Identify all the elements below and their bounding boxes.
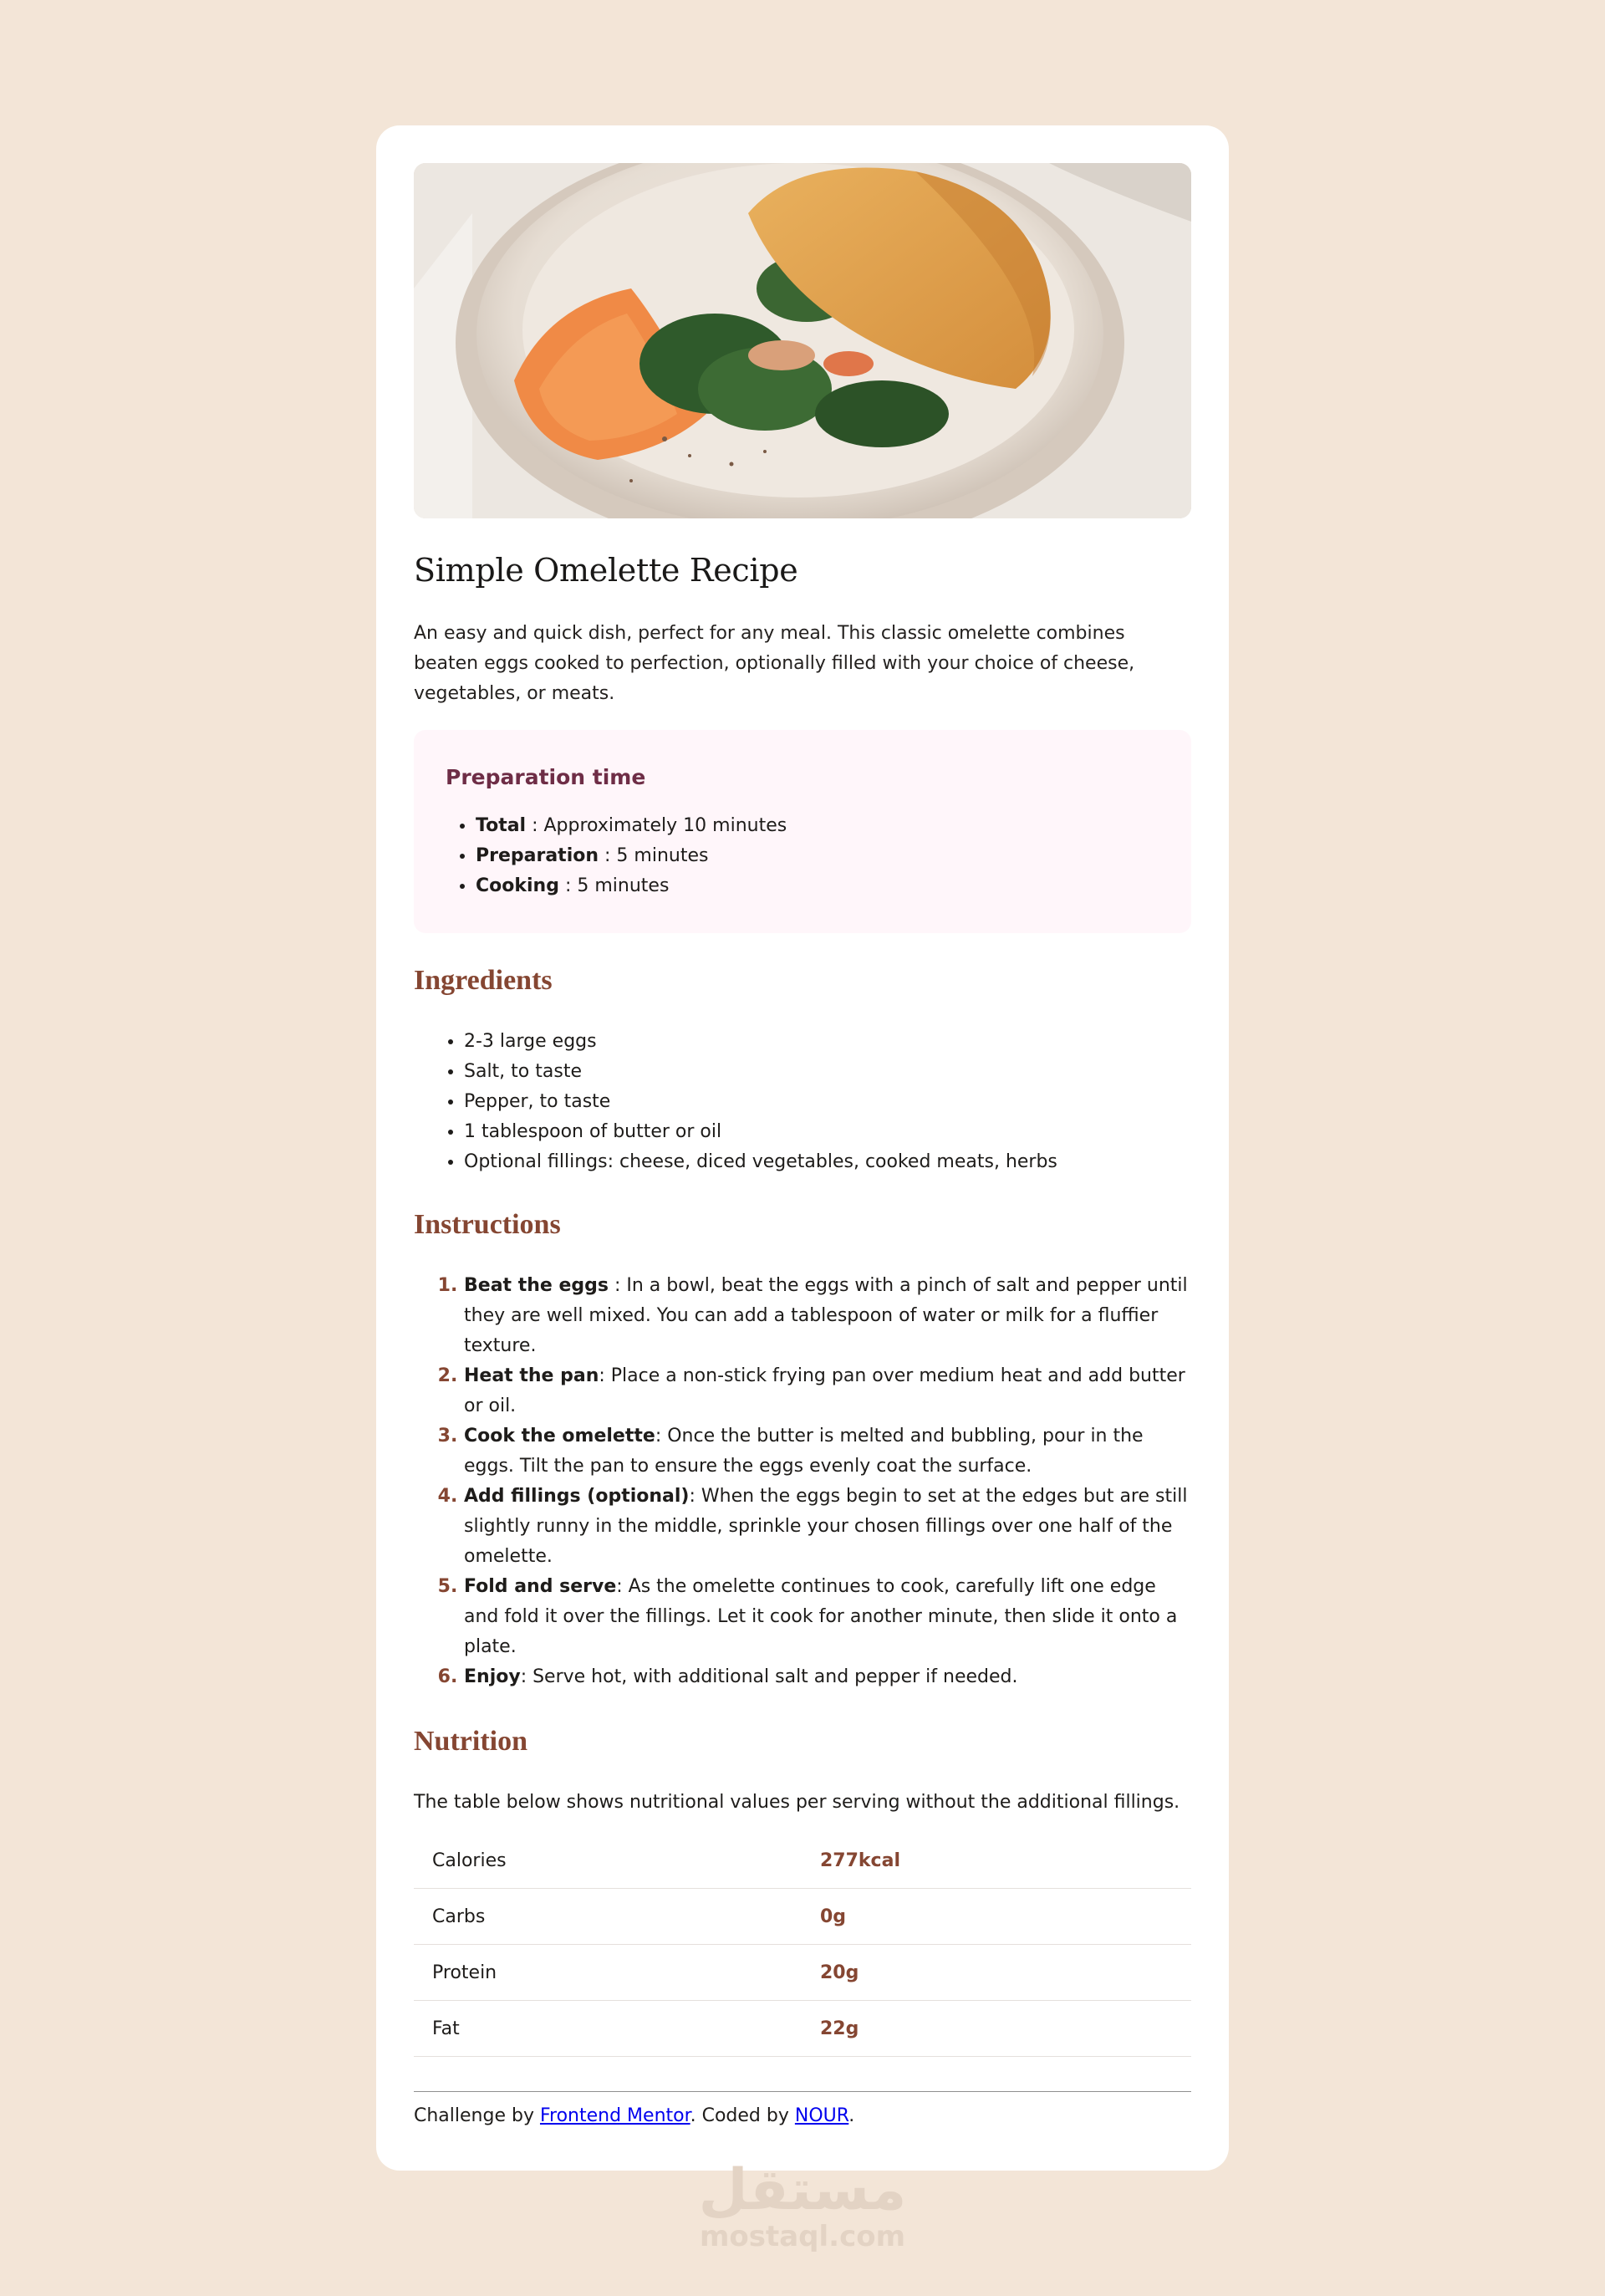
footer-middle: . Coded by	[690, 2105, 795, 2126]
ingredients-list	[414, 1027, 1191, 1177]
prep-label: Total	[476, 815, 527, 836]
step-label: Fold and serve	[464, 1576, 617, 1597]
nutrient-value: 277kcal	[802, 1833, 1191, 1889]
author-link[interactable]: NOUR	[794, 2105, 849, 2126]
step-text: : Serve hot, with additional salt and pepper if needed.	[520, 1666, 1018, 1687]
step-label: Add fillings (optional)	[464, 1486, 690, 1507]
step-text: : As the omelette continues to cook, carefully lift one edge and fold it over the fillings. Let it cook for another minute, then slide it onto a plate.	[464, 1576, 1178, 1657]
prep-value: : 5 minutes	[599, 845, 709, 866]
nutrient-name: Carbs	[414, 1889, 802, 1945]
prep-label: Preparation	[476, 845, 599, 866]
list-item	[464, 1271, 1191, 1361]
nutrition-intro: The table below shows nutritional values per serving without the additional fillings.	[414, 1792, 1180, 1813]
prep-label: Cooking	[476, 875, 559, 896]
list-item: • 2-3 large eggs	[464, 1027, 1191, 1057]
prep-value: : Approximately 10 minutes	[526, 815, 787, 836]
nutrient-value: 22g	[802, 2001, 1191, 2057]
table-row	[414, 1833, 1191, 1889]
list-item	[476, 811, 1159, 841]
footer-suffix: .	[848, 2105, 855, 2126]
step-text: : When the eggs begin to set at the edges but are still slightly runny in the middle, sprinkle your chosen fillings over one half of the omelette.	[464, 1486, 1188, 1567]
step-label: Cook the omelette	[464, 1426, 655, 1446]
nutrient-value: 0g	[802, 1889, 1191, 1945]
table-row	[414, 2001, 1191, 2057]
step-text: : Place a non-stick frying pan over medium heat and add butter or oil.	[464, 1365, 1185, 1416]
preparation-list	[446, 811, 1159, 901]
ingredients-heading: Ingredients	[414, 965, 553, 996]
instructions-list	[414, 1271, 1191, 1692]
nutrient-name: Calories	[414, 1833, 802, 1889]
list-item	[464, 1662, 1191, 1692]
frontend-mentor-link[interactable]: Frontend Mentor	[539, 2105, 690, 2126]
list-item	[476, 871, 1159, 901]
list-item: • Salt, to taste	[464, 1057, 1191, 1087]
step-label: Heat the pan	[464, 1365, 599, 1386]
list-item: • Optional fillings: cheese, diced vegetables, cooked meats, herbs	[464, 1147, 1191, 1177]
table-row	[414, 1889, 1191, 1945]
list-item	[464, 1361, 1191, 1421]
hero-image	[414, 163, 1191, 518]
nutrition-heading: Nutrition	[414, 1726, 527, 1757]
watermark-arabic: مستقل	[698, 2157, 907, 2223]
nutrient-name: Protein	[414, 1945, 802, 2001]
footer-prefix: Challenge by	[414, 2105, 540, 2126]
step-label: Beat the eggs	[464, 1275, 609, 1296]
preparation-box	[414, 730, 1191, 933]
attribution-footer	[414, 2091, 1191, 2126]
recipe-card	[376, 125, 1229, 2171]
step-text: : Once the butter is melted and bubbling, pour in the eggs. Tilt the pan to ensure the eggs evenly coat the surface.	[464, 1426, 1144, 1477]
nutrient-name: Fat	[414, 2001, 802, 2057]
table-row	[414, 1945, 1191, 2001]
recipe-intro: An easy and quick dish, perfect for any meal. This classic omelette combines beaten eggs cooked to perfection, optionally filled with your choice of cheese, vegetables, or meats.	[414, 623, 1135, 704]
list-item	[464, 1572, 1191, 1662]
preparation-heading: Preparation time	[446, 765, 646, 789]
prep-value: : 5 minutes	[558, 875, 670, 896]
instructions-heading: Instructions	[414, 1209, 561, 1240]
list-item: • Pepper, to taste	[464, 1087, 1191, 1117]
step-text: : In a bowl, beat the eggs with a pinch of salt and pepper until they are well mixed. You can add a tablespoon of water or milk for a fluffier texture.	[464, 1275, 1188, 1356]
mostaql-watermark	[0, 2157, 1605, 2253]
list-item	[464, 1421, 1191, 1482]
list-item	[476, 841, 1159, 871]
list-item	[464, 1482, 1191, 1572]
watermark-latin: mostaql.com	[699, 2220, 906, 2253]
recipe-title: Simple Omelette Recipe	[414, 552, 798, 589]
nutrition-table	[414, 1833, 1191, 2057]
list-item: • 1 tablespoon of butter or oil	[464, 1117, 1191, 1147]
omelette-illustration	[414, 163, 1191, 518]
nutrient-value: 20g	[802, 1945, 1191, 2001]
step-label: Enjoy	[464, 1666, 521, 1687]
